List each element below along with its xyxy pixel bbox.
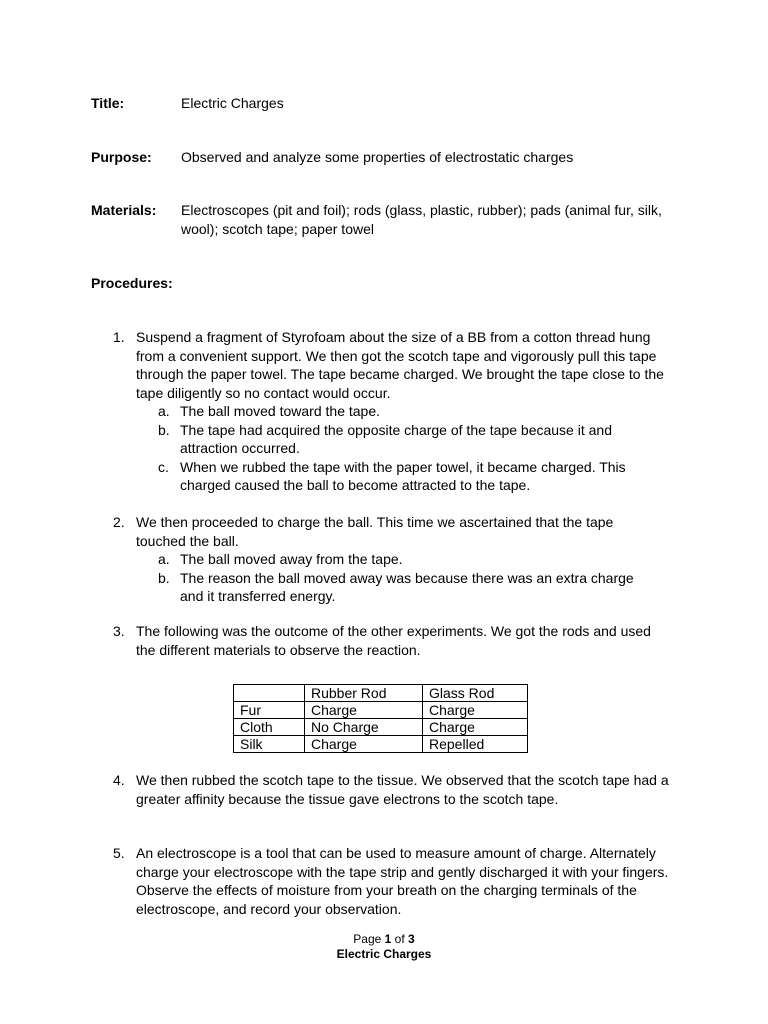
purpose-value: Observed and analyze some properties of electrostatic charges [181, 149, 574, 165]
table-row [234, 702, 528, 719]
table-cell: Repelled [423, 736, 528, 753]
table-cell: Silk [234, 736, 305, 753]
page-of: of [391, 932, 409, 946]
step-number: 5. [113, 845, 125, 861]
sub-item-c [158, 458, 668, 495]
procedure-step-1 [113, 328, 668, 495]
step-text: We then rubbed the scotch tape to the tissue. We observed that the scotch tape had a greater affinity because the tissue gave electrons to the scotch tape. [136, 772, 669, 807]
sub-letter: a. [158, 403, 170, 419]
results-table [233, 684, 528, 753]
procedure-step-3 [113, 622, 668, 659]
sub-letter: b. [158, 569, 170, 586]
table-row [234, 719, 528, 736]
step-number: 2. [113, 514, 125, 530]
table-row [234, 736, 528, 753]
procedure-step-4 [113, 771, 678, 808]
table-cell: Charge [305, 736, 423, 753]
procedure-step-2 [113, 513, 658, 606]
materials-value: Electroscopes (pit and foil); rods (glass, plastic, rubber); pads (animal fur, silk, wool); scotch tape; paper towel [181, 202, 662, 237]
step-number: 1. [113, 329, 125, 345]
purpose-label: Purpose: [91, 149, 152, 165]
sub-item-a [158, 402, 668, 421]
procedures-label: Procedures: [91, 275, 173, 291]
table-header-cell [234, 685, 305, 702]
materials-label: Materials: [91, 202, 157, 218]
table-cell: Charge [423, 719, 528, 736]
title-value: Electric Charges [181, 95, 284, 111]
sub-item-a [158, 550, 658, 569]
step-number: 4. [113, 772, 125, 788]
table-cell: Fur [234, 702, 305, 719]
procedure-step-5 [113, 844, 678, 918]
page-prefix: Page [353, 932, 385, 946]
table-header-row [234, 685, 528, 702]
sub-item-b [158, 569, 658, 606]
step-text: We then proceeded to charge the ball. This time we ascertained that the tape touched the ball. [136, 514, 614, 549]
sub-text: The ball moved toward the tape. [180, 403, 381, 419]
table-header-cell: Glass Rod [423, 685, 528, 702]
step-text: Suspend a fragment of Styrofoam about the size of a BB from a cotton thread hung from a convenient support. We then got the scotch tape and vigorously pull this tape through the paper towel. The tape became charged. We brought the tape close to the tape diligently so no contact would occur. [136, 329, 664, 401]
step-text: The following was the outcome of the other experiments. We got the rods and used the different materials to observe the reaction. [136, 623, 651, 658]
page-number [0, 932, 768, 947]
table-cell: Cloth [234, 719, 305, 736]
table-header-cell: Rubber Rod [305, 685, 423, 702]
sub-letter: c. [158, 458, 169, 475]
sub-text: The reason the ball moved away was because there was an extra charge and it transferred energy. [180, 569, 634, 604]
sub-letter: a. [158, 551, 170, 567]
sub-item-b [158, 421, 668, 458]
sub-text: The tape had acquired the opposite charge of the tape because it and attraction occurred. [180, 421, 612, 456]
sub-letter: b. [158, 421, 170, 438]
title-label: Title: [91, 95, 125, 111]
footer-title: Electric Charges [336, 947, 432, 961]
table-cell: Charge [423, 702, 528, 719]
step-number: 3. [113, 623, 125, 639]
sub-text: The ball moved away from the tape. [180, 551, 403, 567]
page-current: 1 [384, 932, 392, 946]
sub-text: When we rubbed the tape with the paper towel, it became charged. This charged caused the ball to become attracted to the tape. [180, 458, 626, 493]
step-text: An electroscope is a tool that can be used to measure amount of charge. Alternately charge your electroscope with the tape strip and gently discharged it with your fingers. Observe the effects of moisture from your breath on the charging terminals of the electroscope, and record your observation. [136, 845, 669, 917]
table-cell: No Charge [305, 719, 423, 736]
table-cell: Charge [305, 702, 423, 719]
page-total: 3 [408, 932, 415, 946]
